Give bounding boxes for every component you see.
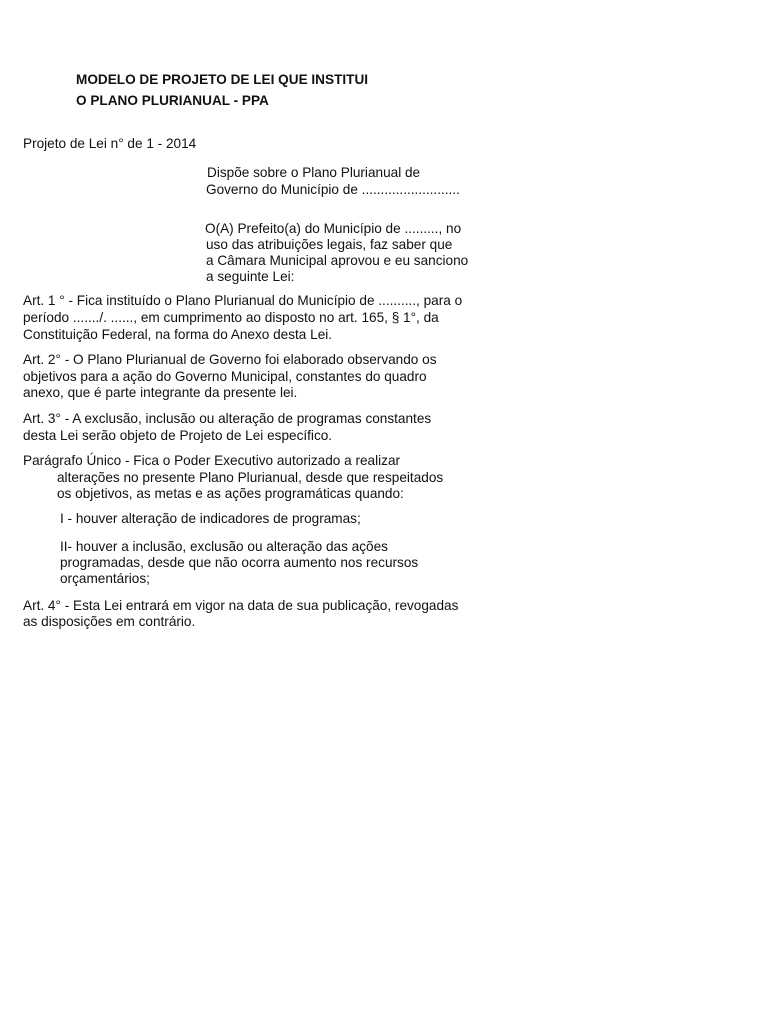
- preamble-line-4: a seguinte Lei:: [206, 269, 295, 284]
- paragraph-line-2: alterações no presente Plano Plurianual, desde que respeitados: [57, 470, 444, 485]
- article-1-line-1: Art. 1 ° - Fica instituído o Plano Plurianual do Município de .........., para o: [23, 293, 463, 308]
- article-3-line-1: Art. 3° - A exclusão, inclusão ou alteração de programas constantes: [23, 411, 432, 426]
- title-line-2: O PLANO PLURIANUAL - PPA: [76, 93, 269, 108]
- title-line-1: MODELO DE PROJETO DE LEI QUE INSTITUI: [76, 72, 369, 87]
- item-2-line-1: II- houver a inclusão, exclusão ou alteração das ações: [60, 539, 388, 554]
- article-4-line-2: as disposições em contrário.: [23, 614, 196, 629]
- article-2-line-1: Art. 2° - O Plano Plurianual de Governo foi elaborado observando os: [23, 352, 437, 367]
- article-2-line-3: anexo, que é parte integrante da presente lei.: [23, 385, 298, 400]
- preamble-line-1: O(A) Prefeito(a) do Município de ........., no: [205, 221, 462, 236]
- ementa-line-2: Governo do Município de ..........................: [206, 182, 460, 197]
- article-1-line-2: período ......./. ......, em cumprimento ao disposto no art. 165, § 1°, da: [23, 310, 439, 325]
- article-2-line-2: objetivos para a ação do Governo Municipal, constantes do quadro: [23, 369, 427, 384]
- paragraph-line-1: Parágrafo Único - Fica o Poder Executivo autorizado a realizar: [23, 453, 401, 468]
- paragraph-line-3: os objetivos, as metas e as ações programáticas quando:: [57, 486, 404, 501]
- article-1-line-3: Constituição Federal, na forma do Anexo desta Lei.: [23, 327, 333, 342]
- item-1-line-1: I - houver alteração de indicadores de programas;: [60, 511, 361, 526]
- preamble-line-3: a Câmara Municipal aprovou e eu sanciono: [206, 253, 469, 268]
- ementa-line-1: Dispõe sobre o Plano Plurianual de: [207, 165, 421, 180]
- article-3-line-2: desta Lei serão objeto de Projeto de Lei específico.: [23, 428, 333, 443]
- item-2-line-3: orçamentários;: [60, 571, 150, 586]
- preamble-line-2: uso das atribuições legais, faz saber que: [206, 237, 453, 252]
- article-4-line-1: Art. 4° - Esta Lei entrará em vigor na data de sua publicação, revogadas: [23, 598, 459, 613]
- item-2-line-2: programadas, desde que não ocorra aumento nos recursos: [60, 555, 419, 570]
- bill-number: Projeto de Lei n° de 1 - 2014: [23, 136, 197, 151]
